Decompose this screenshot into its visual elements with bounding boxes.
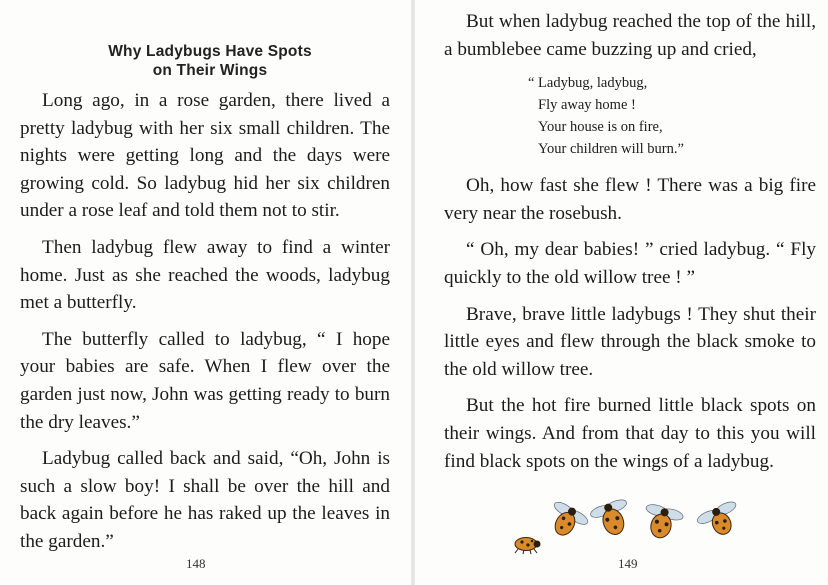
title-line-1: Why Ladybugs Have Spots	[108, 43, 312, 60]
paragraph: Oh, how fast she flew ! There was a big fire very near the rosebush.	[444, 175, 816, 224]
left-page	[0, 0, 412, 585]
story-title	[60, 42, 360, 80]
paragraph: But the hot fire burned little black spots on their wings. And from that day to this you will find black spots on the wings of a ladybug.	[444, 395, 816, 472]
rhyme-line: Your house is on fire,	[538, 119, 663, 136]
ladybug-flying-icon	[543, 499, 591, 544]
rhyme-line: “ Ladybug, ladybug,	[528, 75, 648, 92]
paragraph: But when ladybug reached the top of the hill, a bumblebee came buzzing up and cried,	[444, 11, 816, 60]
paragraph: Ladybug called back and said, “Oh, John is such a slow boy! I shall be over the hill and back again before he has raked up the leaves in the garden.”	[20, 448, 390, 552]
rhyme-verse	[528, 72, 816, 160]
left-page-text	[20, 87, 390, 565]
paragraph: Long ago, in a rose garden, there lived a pretty ladybug with her six small children. The nights were getting long and the days were growing cold. So ladybug hid her six children under a rose leaf and told them not to stir.	[20, 90, 390, 222]
ladybug-crawling-icon	[515, 538, 541, 555]
rhyme-line: Fly away home !	[538, 97, 636, 114]
paragraph: “ Oh, my dear babies! ” cried ladybug. “ Fly quickly to the old willow tree ! ”	[444, 239, 816, 288]
ladybugs-illustration	[506, 494, 766, 556]
right-page-text	[444, 8, 816, 484]
title-line-2: on Their Wings	[152, 62, 268, 79]
paragraph: Then ladybug flew away to find a winter home. Just as she reached the woods, ladybug met a butterfly.	[20, 236, 390, 314]
page-number-right: 149	[618, 556, 638, 571]
page-number-left: 148	[186, 556, 206, 571]
rhyme-line: Your children will burn.”	[538, 141, 684, 158]
paragraph: The butterfly called to ladybug, “ I hope your babies are safe. When I flew over the garden just now, John was getting ready to burn the dry leaves.”	[20, 328, 390, 433]
ladybug-flying-icon	[695, 499, 745, 542]
ladybug-flying-icon	[640, 503, 685, 543]
ladybug-flying-icon	[589, 497, 636, 540]
paragraph: Brave, brave little ladybugs ! They shut their little eyes and flew through the black smoke to the old willow tree.	[444, 303, 816, 380]
right-page	[414, 0, 828, 585]
